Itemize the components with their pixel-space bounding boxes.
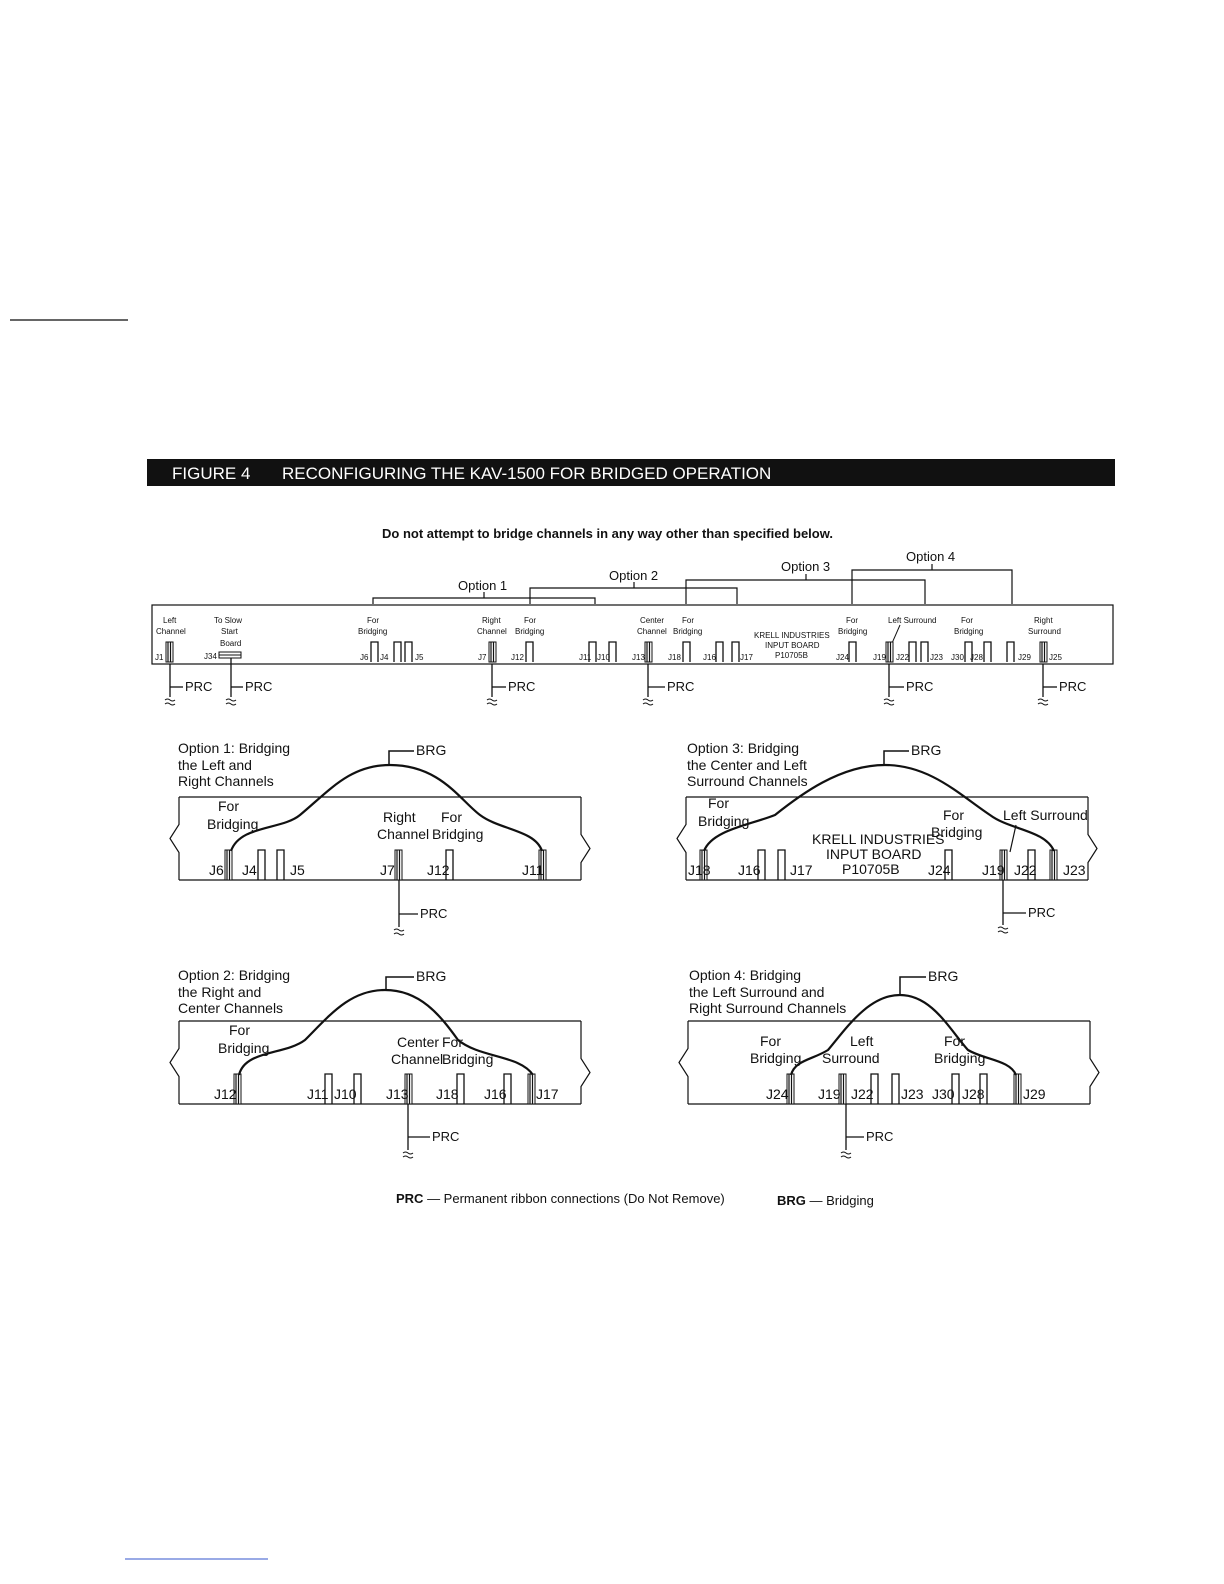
mb-maker-3: P10705B — [775, 651, 808, 660]
mb-prc-j1-label: PRC — [185, 679, 213, 694]
option4-label: Option 4 — [906, 549, 956, 564]
mb-prc-j1-ground-icon — [165, 699, 175, 705]
mb-connector-J5 — [405, 642, 412, 662]
detail-option2-label: Center — [397, 1034, 440, 1050]
detail-option2-caption-2: Center Channels — [178, 1000, 284, 1016]
detail-option1-prc-label: PRC — [420, 906, 448, 921]
detail-option3-label: Left Surround — [1003, 807, 1088, 823]
detail-option2-connector-label: J18 — [436, 1086, 459, 1102]
mb-connector-J19 — [886, 642, 893, 662]
option2-label: Option 2 — [609, 568, 659, 583]
mb-prc-j1 — [165, 664, 212, 705]
mb-prc-j19 — [884, 664, 933, 705]
detail-option1-prc-ground-icon — [394, 929, 404, 935]
legend-brg-text: — Bridging — [805, 1193, 874, 1208]
mb-connector-label: J29 — [1018, 653, 1031, 662]
mb-for-1a: For — [367, 616, 379, 625]
mb-bridging-1a: Bridging — [358, 627, 388, 636]
mb-for-5a: For — [961, 616, 973, 625]
detail-option3-brg-label: BRG — [911, 742, 942, 758]
mb-connector-J28 — [984, 642, 991, 662]
detail-option4-prc-ground-icon — [841, 1152, 851, 1158]
detail-option2-connector — [528, 1074, 535, 1104]
mb-prc-j7 — [487, 664, 535, 705]
mb-prc-j34-label: PRC — [245, 679, 273, 694]
detail-option2 — [170, 967, 590, 1158]
detail-option2-prc-ground-icon — [403, 1152, 413, 1158]
mb-bridging-4a: Bridging — [838, 627, 868, 636]
mb-connector-J29 — [1007, 642, 1014, 662]
mb-connector-J1 — [166, 642, 173, 662]
detail-option2-connector-label: J17 — [536, 1086, 559, 1102]
detail-option1-caption-1: the Left and — [178, 757, 252, 773]
mb-connector-label: J4 — [380, 653, 389, 662]
mb-connector-label: J23 — [930, 653, 943, 662]
detail-option3-caption-1: the Center and Left — [687, 757, 807, 773]
detail-option2-caption-0: Option 2: Bridging — [178, 967, 291, 983]
detail-option1-label: For — [441, 809, 462, 825]
mb-prc-j25-ground-icon — [1038, 699, 1048, 705]
mb-center-2: Channel — [637, 627, 667, 636]
detail-option4-label: For — [760, 1033, 781, 1049]
detail-option3-caption-2: Surround Channels — [687, 773, 808, 789]
figure-title: RECONFIGURING THE KAV-1500 FOR BRIDGED OPERATION — [282, 464, 772, 483]
mb-connector-label: J28 — [970, 653, 983, 662]
mb-connector-label: J16 — [703, 653, 716, 662]
mb-right-surround-1: Right — [1034, 616, 1053, 625]
detail-option1 — [170, 740, 590, 935]
legend-prc-text: — Permanent ribbon connections (Do Not Remove) — [423, 1191, 725, 1206]
detail-option3-connector-label: J17 — [790, 862, 813, 878]
mb-prc-j13-label: PRC — [667, 679, 695, 694]
mb-bridging-3a: Bridging — [673, 627, 703, 636]
detail-option3-label: For — [708, 795, 729, 811]
detail-option1-connector-label: J12 — [427, 862, 450, 878]
mb-for-3a: For — [682, 616, 694, 625]
detail-option4-label: Bridging — [934, 1050, 986, 1066]
detail-option4-label: Bridging — [750, 1050, 802, 1066]
mb-prc-j7-label: PRC — [508, 679, 536, 694]
mb-connector-J23 — [921, 642, 928, 662]
mb-prc-j34-ground-icon — [226, 699, 236, 705]
mb-connector-label: J34 — [204, 652, 217, 661]
mb-connector-label: J6 — [360, 653, 369, 662]
mb-connector-J12 — [526, 642, 533, 662]
option3-bracket — [686, 580, 925, 604]
detail-option4-connector-label: J28 — [962, 1086, 985, 1102]
detail-option2-label: Channel — [391, 1051, 444, 1067]
detail-option3-prc — [998, 880, 1055, 933]
mb-right-1: Right — [482, 616, 501, 625]
detail-option3-connector — [778, 850, 785, 880]
detail-option4-connector-label: J23 — [901, 1086, 924, 1102]
legend-brg-abbr: BRG — [777, 1193, 806, 1208]
mb-prc-j34 — [226, 658, 272, 705]
option4-bracket — [852, 570, 1012, 604]
mb-prc-j13 — [643, 664, 694, 705]
mb-connector-J16 — [716, 642, 723, 662]
mb-for-4a: For — [846, 616, 858, 625]
detail-option1-connector-label: J6 — [209, 862, 224, 878]
mb-slow-start-3: Board — [220, 639, 242, 648]
mb-prc-j25-label: PRC — [1059, 679, 1087, 694]
mb-right-2: Channel — [477, 627, 507, 636]
detail-option4-brg-label: BRG — [928, 968, 959, 984]
option1-label: Option 1 — [458, 578, 508, 593]
detail-option4-label: For — [944, 1033, 965, 1049]
mb-maker-2: INPUT BOARD — [765, 641, 820, 650]
detail-option3-connector-label: J23 — [1063, 862, 1086, 878]
detail-option1-connector-label: J5 — [290, 862, 305, 878]
option2-bracket — [530, 588, 737, 604]
mb-left-surround: Left Surround — [888, 616, 937, 625]
detail-option3-label: Bridging — [698, 813, 750, 829]
detail-option1-caption-2: Right Channels — [178, 773, 274, 789]
mb-connector-label: J1 — [155, 653, 164, 662]
mb-prc-j19-label: PRC — [906, 679, 934, 694]
detail-option4-caption-2: Right Surround Channels — [689, 1000, 847, 1016]
detail-option1-prc — [394, 880, 447, 935]
detail-option3-prc-ground-icon — [998, 927, 1008, 933]
warning-text: Do not attempt to bridge channels in any way other than specified below. — [382, 526, 833, 541]
mb-connector-J13 — [645, 642, 652, 662]
mb-prc-j25 — [1038, 664, 1086, 705]
detail-option4-caption-0: Option 4: Bridging — [689, 967, 802, 983]
detail-option3-connector-label: J18 — [688, 862, 711, 878]
detail-option2-label: For — [229, 1022, 250, 1038]
option1-bracket — [373, 598, 595, 604]
mb-connector-label: J25 — [1049, 653, 1062, 662]
mb-connector-label: J30 — [951, 653, 964, 662]
detail-option4-prc — [841, 1104, 893, 1158]
detail-option4-label: Surround — [822, 1050, 880, 1066]
detail-option2-prc — [403, 1104, 459, 1158]
detail-option4-connector-label: J19 — [818, 1086, 841, 1102]
mb-connector-label: J12 — [511, 653, 524, 662]
mb-connector-J18 — [683, 642, 690, 662]
detail-option1-connector-label: J7 — [380, 862, 395, 878]
mb-connector-label: J7 — [478, 653, 487, 662]
detail-option4-connector-label: J24 — [766, 1086, 789, 1102]
detail-option1-label: Right — [383, 809, 416, 825]
mb-bridging-5a: Bridging — [954, 627, 984, 636]
detail-option1-label: For — [218, 798, 239, 814]
detail-option1-connector — [225, 850, 232, 880]
mb-slow-start-2: Start — [221, 627, 238, 636]
detail-option2-connector-label: J10 — [334, 1086, 357, 1102]
mb-connector-J24 — [849, 642, 856, 662]
mb-bridging-2a: Bridging — [515, 627, 545, 636]
mb-center-1: Center — [640, 616, 665, 625]
legend-brg — [777, 1193, 874, 1208]
mb-left-channel-2: Channel — [156, 627, 186, 636]
figure-label: FIGURE 4 — [172, 464, 251, 483]
detail-option2-connector-label: J11 — [307, 1086, 329, 1102]
detail-option3-connector-label: J24 — [928, 862, 951, 878]
mb-connector-label: J11 — [579, 653, 592, 662]
mb-left-channel-1: Left — [163, 616, 177, 625]
detail-option2-connector-label: J16 — [484, 1086, 507, 1102]
mb-connector-label: J22 — [896, 653, 909, 662]
detail-option4-label: Left — [850, 1033, 874, 1049]
detail-option4-connector-label: J29 — [1023, 1086, 1046, 1102]
main-board-prc-group — [165, 658, 1086, 705]
mb-connector-J25 — [1040, 642, 1047, 662]
mb-connector-label: J17 — [740, 653, 753, 662]
detail-option2-label: Bridging — [218, 1040, 270, 1056]
detail-option1-connector — [395, 850, 402, 880]
mb-connector-J34 — [219, 652, 241, 658]
detail-option3-label: For — [943, 807, 964, 823]
detail-option3-caption-0: Option 3: Bridging — [687, 740, 800, 756]
detail-option4-connector — [892, 1074, 899, 1104]
detail-option4-connector-label: J22 — [851, 1086, 874, 1102]
option3-label: Option 3 — [781, 559, 831, 574]
detail-option2-caption-1: the Right and — [178, 984, 262, 1000]
detail-option2-prc-label: PRC — [432, 1129, 460, 1144]
detail-option4 — [679, 967, 1099, 1158]
detail-option1-connector-label: J11 — [522, 862, 544, 878]
detail-option2-label: For — [442, 1034, 463, 1050]
mb-connector-J6 — [371, 642, 378, 662]
mb-connector-label: J19 — [873, 653, 886, 662]
detail-option3-label: INPUT BOARD — [826, 846, 922, 862]
mb-connector-J22 — [909, 642, 916, 662]
detail-option1-connector — [258, 850, 265, 880]
detail-option4-connector-label: J30 — [932, 1086, 955, 1102]
detail-option1-caption-0: Option 1: Bridging — [178, 740, 291, 756]
mb-connector-J17 — [732, 642, 739, 662]
detail-option1-label: Bridging — [207, 816, 259, 832]
mb-connector-J7 — [489, 642, 496, 662]
mb-connector-label: J24 — [836, 653, 849, 662]
mb-maker-1: KRELL INDUSTRIES — [754, 631, 830, 640]
mb-prc-j7-ground-icon — [487, 699, 497, 705]
legend-prc-abbr: PRC — [396, 1191, 424, 1206]
detail-option1-brg-label: BRG — [416, 742, 447, 758]
detail-option3-connector-label: J19 — [982, 862, 1005, 878]
mb-connector-label: J5 — [415, 653, 424, 662]
detail-option2-connector-label: J13 — [386, 1086, 409, 1102]
detail-option4-prc-label: PRC — [866, 1129, 894, 1144]
detail-option3-label: P10705B — [842, 861, 900, 877]
detail-option3-label: Bridging — [931, 824, 983, 840]
detail-option4-caption-1: the Left Surround and — [689, 984, 825, 1000]
mb-connector-J10 — [609, 642, 616, 662]
mb-prc-j19-ground-icon — [884, 699, 894, 705]
mb-connector-label: J13 — [632, 653, 645, 662]
detail-option3 — [677, 740, 1097, 933]
mb-connector-label: J10 — [597, 653, 610, 662]
mb-connector-J4 — [394, 642, 401, 662]
mb-for-2a: For — [524, 616, 536, 625]
detail-option2-brg-label: BRG — [416, 968, 447, 984]
legend-prc — [396, 1191, 725, 1206]
detail-option2-connector-label: J12 — [214, 1086, 237, 1102]
detail-option1-label: Channel — [377, 826, 430, 842]
detail-option3-connector — [1050, 850, 1057, 880]
mb-connector-label: J18 — [668, 653, 681, 662]
mb-right-surround-2: Surround — [1028, 627, 1061, 636]
detail-option3-prc-label: PRC — [1028, 905, 1056, 920]
main-board-connectors — [155, 642, 1062, 662]
detail-option2-label: Bridging — [442, 1051, 494, 1067]
detail-option1-connector-label: J4 — [242, 862, 257, 878]
detail-option3-connector-label: J16 — [738, 862, 761, 878]
detail-option3-label: KRELL INDUSTRIES — [812, 831, 945, 847]
detail-option1-label: Bridging — [432, 826, 484, 842]
mb-prc-j13-ground-icon — [643, 699, 653, 705]
mb-slow-start-1: To Slow — [214, 616, 243, 625]
detail-option1-connector — [277, 850, 284, 880]
detail-option3-connector-label: J22 — [1014, 862, 1037, 878]
detail-option4-connector — [1014, 1074, 1021, 1104]
